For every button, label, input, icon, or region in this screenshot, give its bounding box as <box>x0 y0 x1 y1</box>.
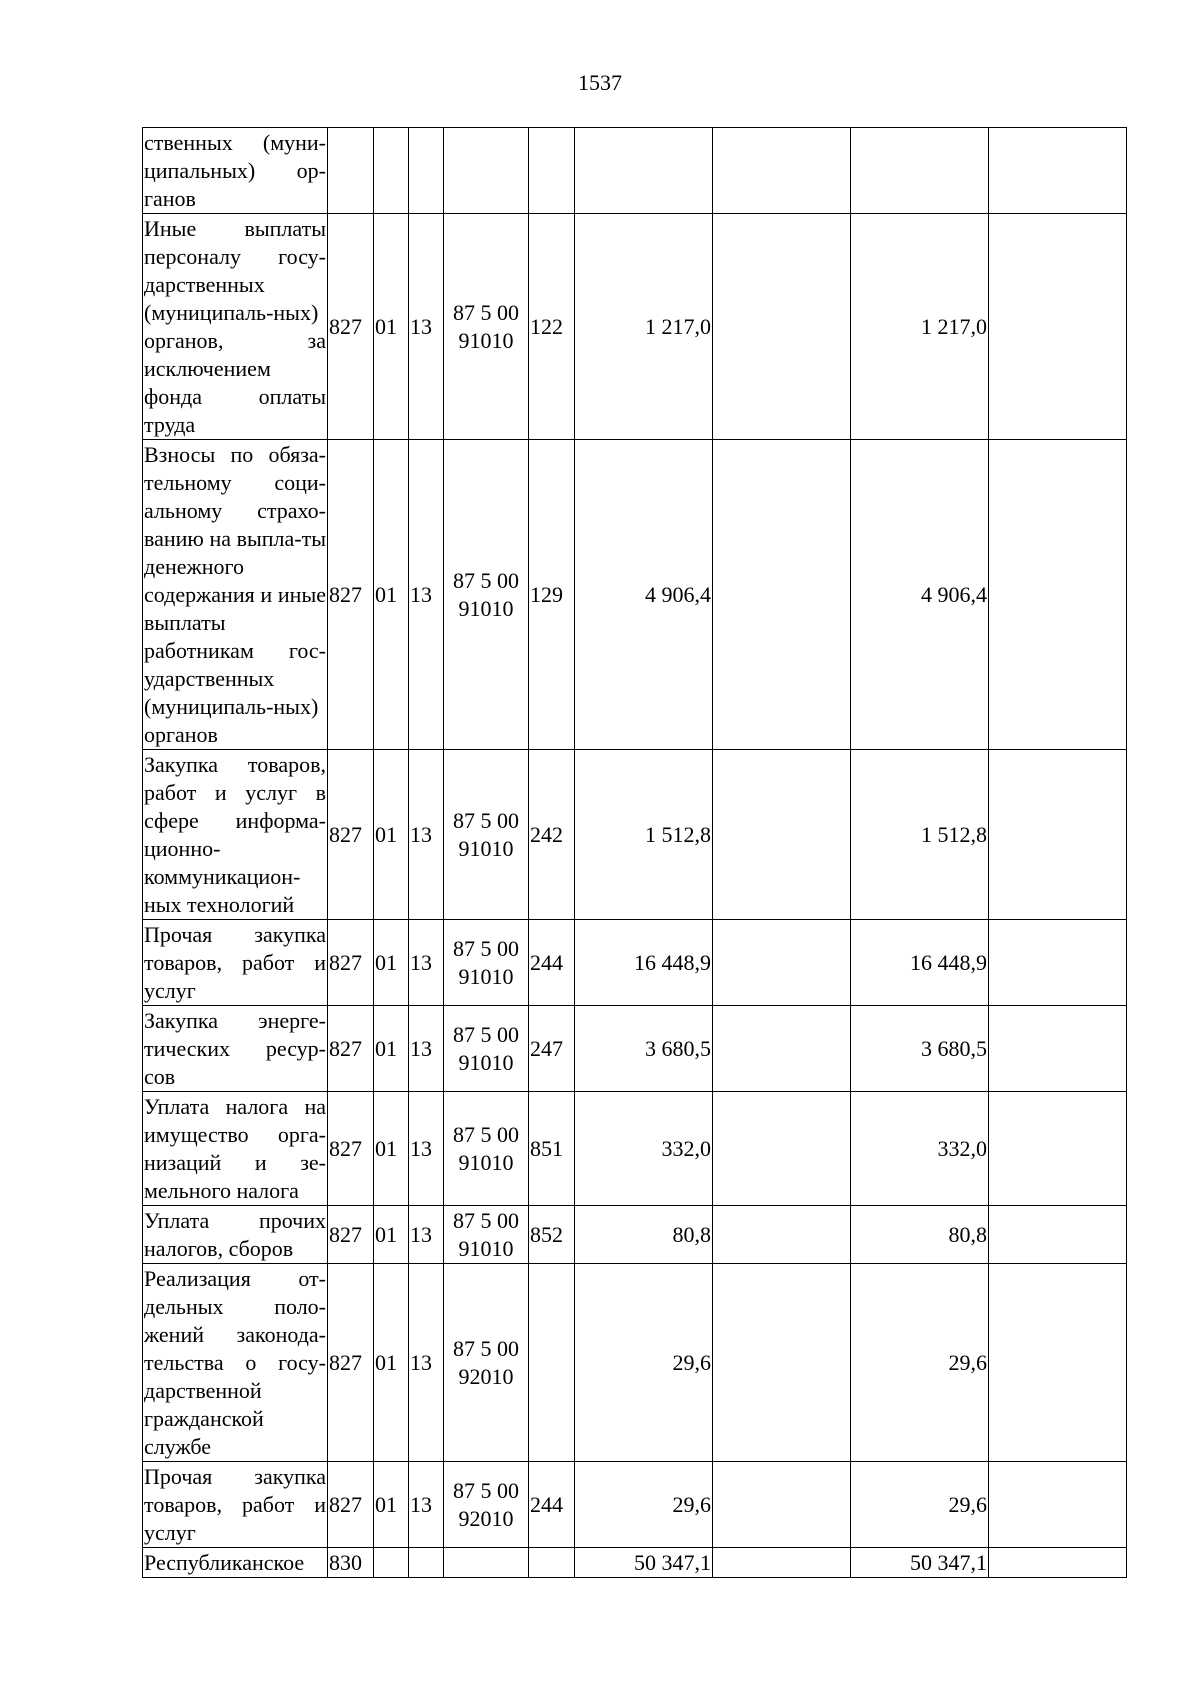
amount-1: 1 217,0 <box>575 214 713 440</box>
gr-code <box>328 128 374 214</box>
amount-4 <box>989 1548 1127 1578</box>
amount-4 <box>989 750 1127 920</box>
amount-1 <box>575 128 713 214</box>
csr-code: 87 5 00 91010 <box>444 1092 529 1206</box>
amount-3: 1 217,0 <box>851 214 989 440</box>
csr-code: 87 5 00 91010 <box>444 1006 529 1092</box>
amount-4 <box>989 1092 1127 1206</box>
amount-3: 16 448,9 <box>851 920 989 1006</box>
table-row <box>143 1092 1127 1206</box>
amount-2 <box>713 1264 851 1462</box>
table-row <box>143 1462 1127 1548</box>
table-row <box>143 214 1127 440</box>
amount-1: 29,6 <box>575 1264 713 1462</box>
csr-code: 87 5 00 92010 <box>444 1264 529 1462</box>
row-name: Уплата налога на имущество орга-низаций и зе-мельного налога <box>143 1092 328 1206</box>
vr-code <box>529 1264 575 1462</box>
vr-code: 242 <box>529 750 575 920</box>
pr-code <box>409 1548 444 1578</box>
amount-1: 4 906,4 <box>575 440 713 750</box>
gr-code: 827 <box>328 920 374 1006</box>
row-name: ственных (муни-ципальных) ор-ганов <box>143 128 328 214</box>
amount-2 <box>713 440 851 750</box>
row-name: Закупка энерге-тических ресур-сов <box>143 1006 328 1092</box>
gr-code: 827 <box>328 1462 374 1548</box>
amount-3: 50 347,1 <box>851 1548 989 1578</box>
table-row <box>143 1548 1127 1578</box>
row-name: Взносы по обяза-тельному соци-альному страхо-ванию на выпла-ты денежного содержания и иные выплаты работникам гос-ударственных (муниципаль-ных) органов <box>143 440 328 750</box>
amount-4 <box>989 1006 1127 1092</box>
amount-2 <box>713 1206 851 1264</box>
vr-code <box>529 1548 575 1578</box>
vr-code: 244 <box>529 920 575 1006</box>
row-name: Уплата прочих налогов, сборов <box>143 1206 328 1264</box>
pr-code: 13 <box>409 214 444 440</box>
gr-code: 827 <box>328 1092 374 1206</box>
vr-code <box>529 128 575 214</box>
rz-code <box>374 1548 409 1578</box>
vr-code: 851 <box>529 1092 575 1206</box>
amount-2 <box>713 750 851 920</box>
pr-code: 13 <box>409 750 444 920</box>
table-row <box>143 920 1127 1006</box>
vr-code: 122 <box>529 214 575 440</box>
csr-code <box>444 128 529 214</box>
gr-code: 827 <box>328 214 374 440</box>
amount-2 <box>713 214 851 440</box>
amount-4 <box>989 1462 1127 1548</box>
pr-code: 13 <box>409 1006 444 1092</box>
row-name: Закупка товаров, работ и услуг в сфере информа-ционно-коммуникацион-ных технологий <box>143 750 328 920</box>
table-row <box>143 1206 1127 1264</box>
table-row <box>143 1006 1127 1092</box>
vr-code: 247 <box>529 1006 575 1092</box>
gr-code: 827 <box>328 1006 374 1092</box>
table-row <box>143 440 1127 750</box>
pr-code: 13 <box>409 1462 444 1548</box>
table-row <box>143 750 1127 920</box>
csr-code: 87 5 00 91010 <box>444 214 529 440</box>
amount-4 <box>989 214 1127 440</box>
amount-3: 4 906,4 <box>851 440 989 750</box>
amount-3: 29,6 <box>851 1264 989 1462</box>
row-name: Реализация от-дельных поло-жений законода-тельства о госу-дарственной гражданской службе <box>143 1264 328 1462</box>
amount-1: 16 448,9 <box>575 920 713 1006</box>
csr-code <box>444 1548 529 1578</box>
rz-code: 01 <box>374 1092 409 1206</box>
amount-4 <box>989 920 1127 1006</box>
rz-code: 01 <box>374 1462 409 1548</box>
rz-code: 01 <box>374 920 409 1006</box>
amount-3 <box>851 128 989 214</box>
csr-code: 87 5 00 91010 <box>444 920 529 1006</box>
amount-4 <box>989 440 1127 750</box>
amount-1: 80,8 <box>575 1206 713 1264</box>
row-name: Республиканское <box>143 1548 328 1578</box>
rz-code: 01 <box>374 440 409 750</box>
amount-3: 332,0 <box>851 1092 989 1206</box>
pr-code <box>409 128 444 214</box>
rz-code: 01 <box>374 1006 409 1092</box>
vr-code: 244 <box>529 1462 575 1548</box>
amount-3: 29,6 <box>851 1462 989 1548</box>
csr-code: 87 5 00 91010 <box>444 1206 529 1264</box>
amount-3: 1 512,8 <box>851 750 989 920</box>
csr-code: 87 5 00 92010 <box>444 1462 529 1548</box>
amount-2 <box>713 128 851 214</box>
gr-code: 827 <box>328 750 374 920</box>
gr-code: 827 <box>328 440 374 750</box>
pr-code: 13 <box>409 1206 444 1264</box>
gr-code: 827 <box>328 1264 374 1462</box>
pr-code: 13 <box>409 920 444 1006</box>
table-row <box>143 128 1127 214</box>
amount-1: 29,6 <box>575 1462 713 1548</box>
rz-code: 01 <box>374 1206 409 1264</box>
rz-code <box>374 128 409 214</box>
amount-2 <box>713 1548 851 1578</box>
amount-1: 50 347,1 <box>575 1548 713 1578</box>
row-name: Иные выплаты персоналу госу-дарственных (муниципаль-ных) органов, за исключением фонда оплаты труда <box>143 214 328 440</box>
amount-4 <box>989 1206 1127 1264</box>
amount-1: 332,0 <box>575 1092 713 1206</box>
amount-3: 3 680,5 <box>851 1006 989 1092</box>
amount-2 <box>713 1006 851 1092</box>
gr-code: 830 <box>328 1548 374 1578</box>
row-name: Прочая закупка товаров, работ и услуг <box>143 920 328 1006</box>
amount-1: 3 680,5 <box>575 1006 713 1092</box>
amount-4 <box>989 1264 1127 1462</box>
pr-code: 13 <box>409 440 444 750</box>
row-name: Прочая закупка товаров, работ и услуг <box>143 1462 328 1548</box>
amount-2 <box>713 1462 851 1548</box>
amount-2 <box>713 920 851 1006</box>
table-row <box>143 1264 1127 1462</box>
vr-code: 852 <box>529 1206 575 1264</box>
page-number: 1537 <box>578 70 622 95</box>
vr-code: 129 <box>529 440 575 750</box>
budget-table <box>142 127 1127 1578</box>
amount-2 <box>713 1092 851 1206</box>
pr-code: 13 <box>409 1264 444 1462</box>
amount-1: 1 512,8 <box>575 750 713 920</box>
rz-code: 01 <box>374 1264 409 1462</box>
amount-4 <box>989 128 1127 214</box>
rz-code: 01 <box>374 750 409 920</box>
amount-3: 80,8 <box>851 1206 989 1264</box>
csr-code: 87 5 00 91010 <box>444 440 529 750</box>
csr-code: 87 5 00 91010 <box>444 750 529 920</box>
pr-code: 13 <box>409 1092 444 1206</box>
gr-code: 827 <box>328 1206 374 1264</box>
rz-code: 01 <box>374 214 409 440</box>
